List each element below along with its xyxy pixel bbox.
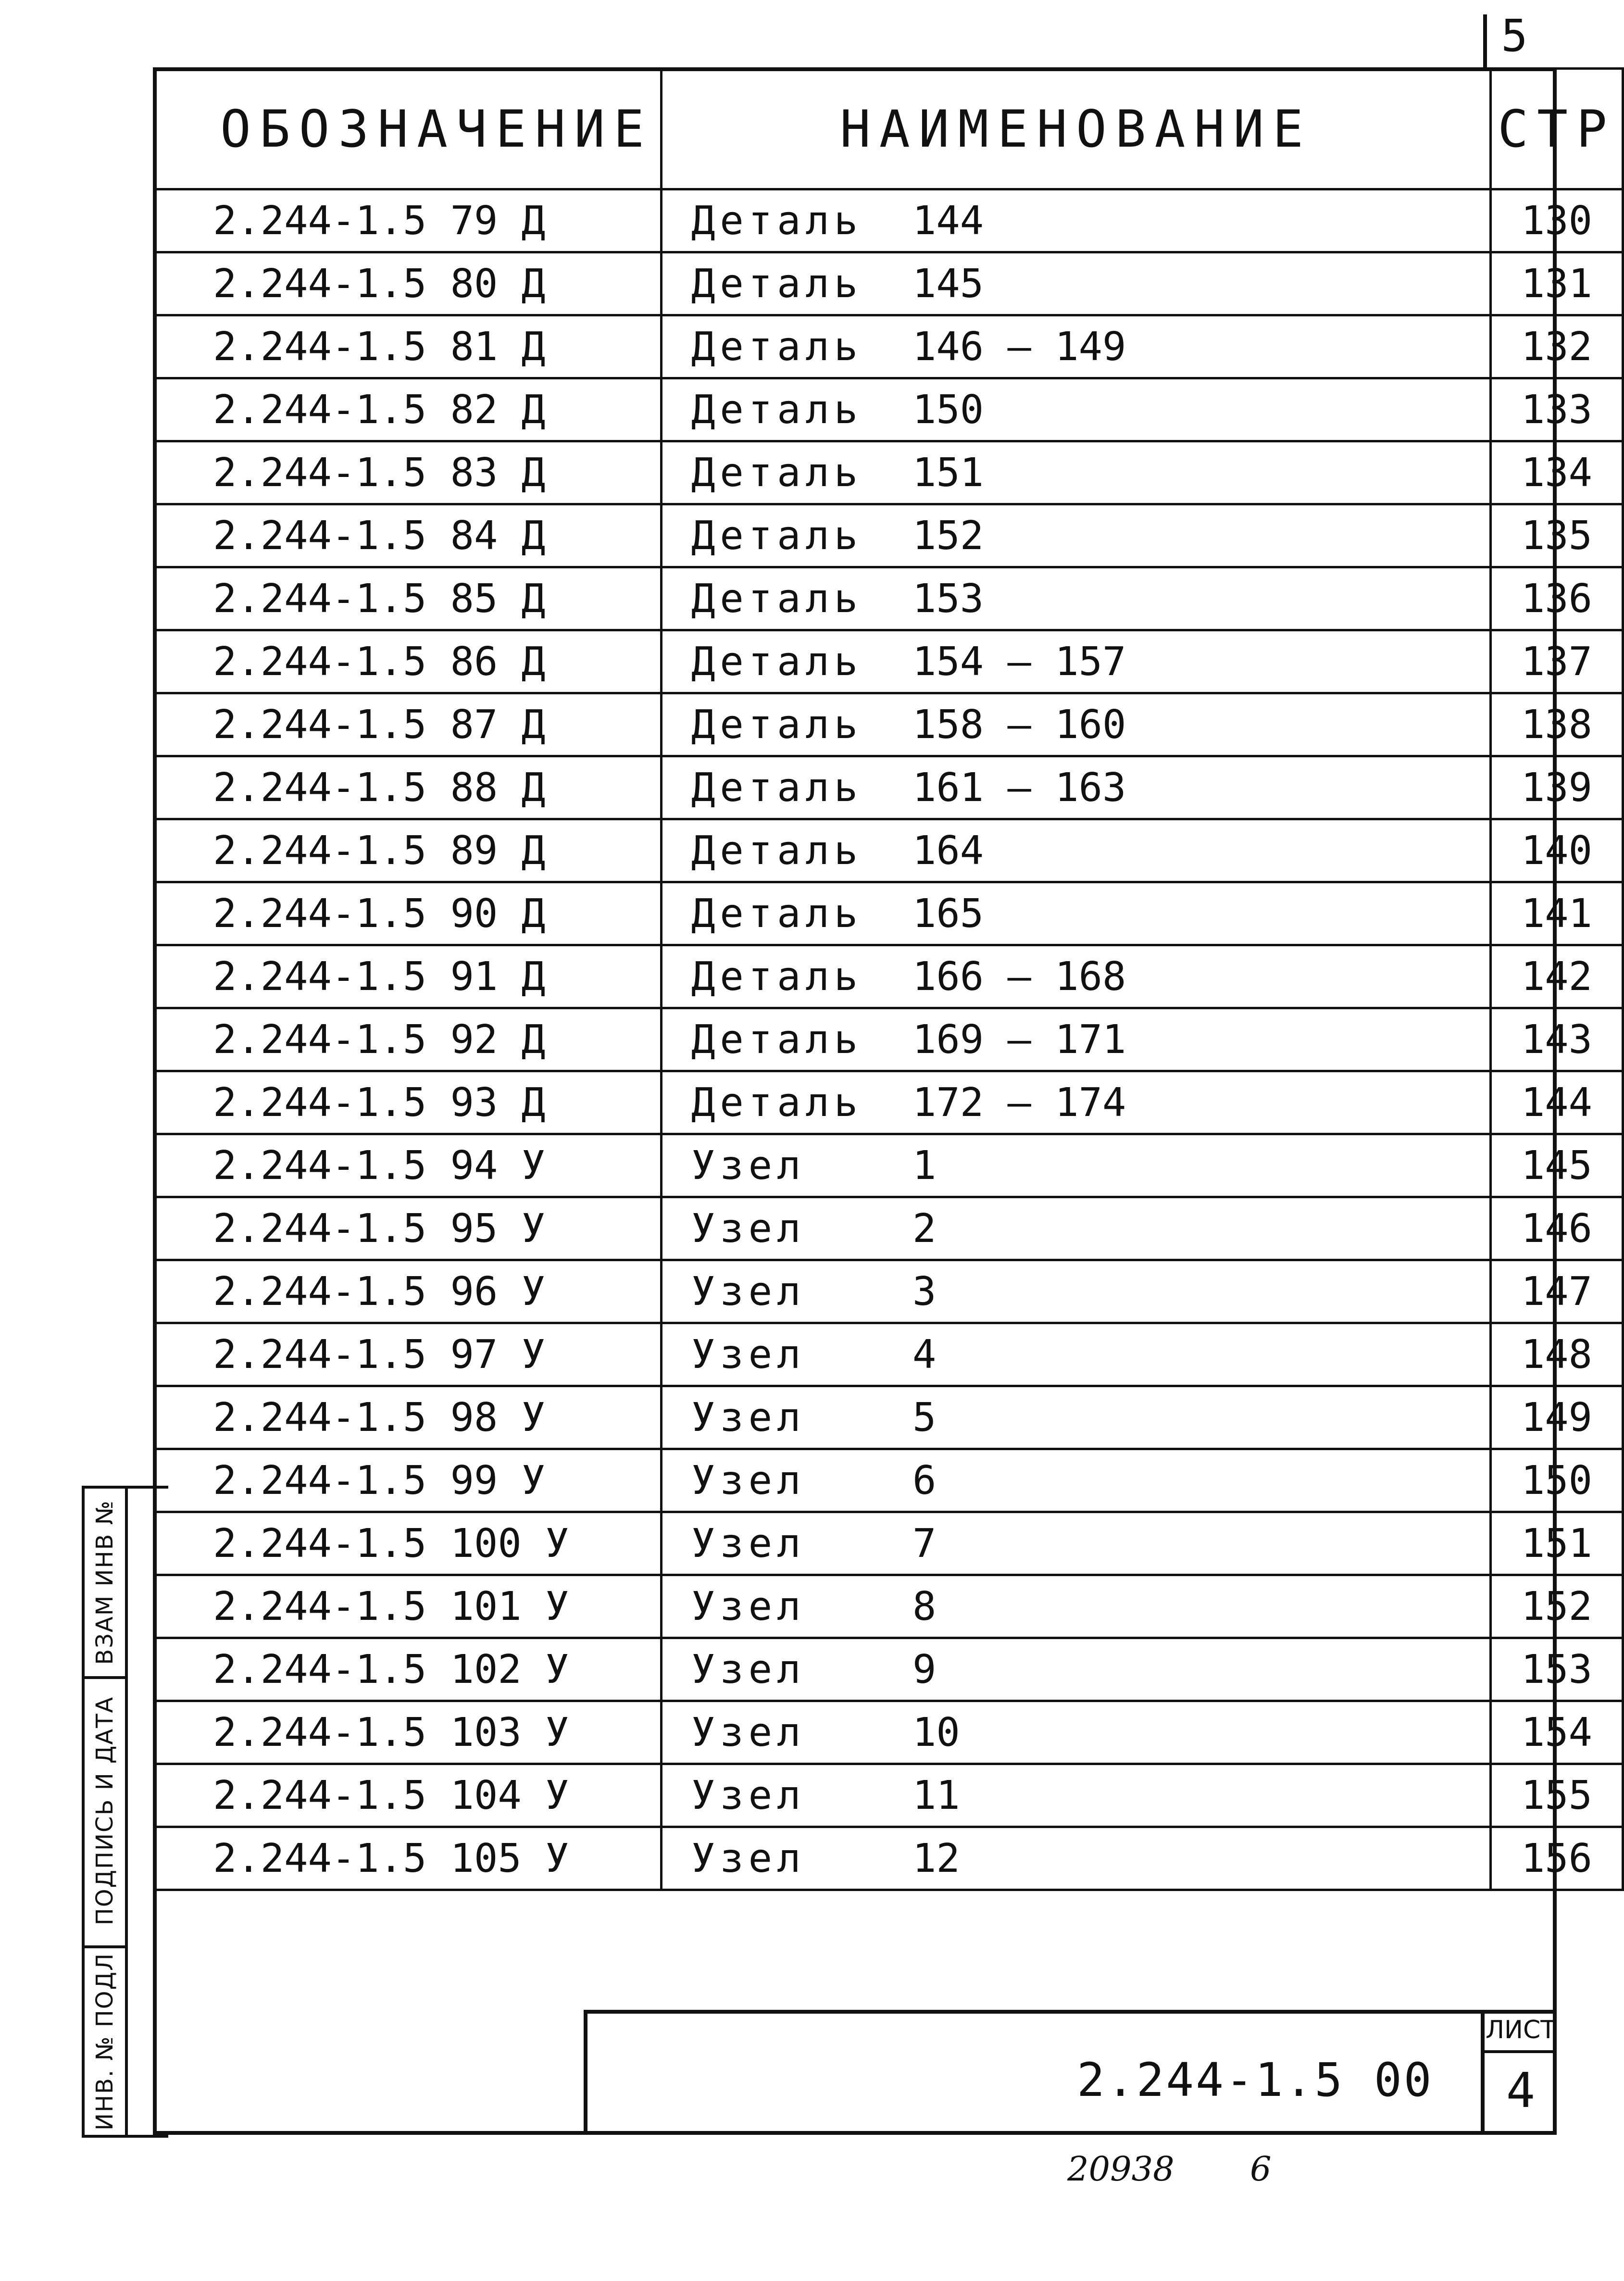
cell-page: 136 bbox=[1491, 567, 1623, 630]
item-kind: Деталь bbox=[691, 576, 863, 622]
stamp-label-signature-date: ПОДПИСЬ И ДАТА bbox=[91, 1696, 118, 1926]
cell-page: 132 bbox=[1491, 315, 1623, 378]
cell-name bbox=[662, 819, 1491, 882]
cell-name bbox=[662, 504, 1491, 567]
cell-designation: 2.244-1.5 97 У bbox=[154, 1323, 662, 1386]
table-row bbox=[154, 756, 1623, 819]
item-kind: Узел bbox=[691, 1772, 806, 1818]
table-row bbox=[154, 1008, 1623, 1071]
item-kind: Деталь bbox=[691, 450, 863, 496]
cell-page: 155 bbox=[1491, 1764, 1623, 1827]
item-kind: Деталь bbox=[691, 1016, 863, 1063]
item-number: 5 bbox=[912, 1394, 937, 1441]
cell-designation: 2.244-1.5 105 У bbox=[154, 1827, 662, 1890]
header-designation: ОБОЗНАЧЕНИЕ bbox=[154, 69, 662, 189]
cell-designation: 2.244-1.5 86 Д bbox=[154, 630, 662, 693]
table-row bbox=[154, 504, 1623, 567]
cell-page: 156 bbox=[1491, 1827, 1623, 1890]
table-row bbox=[154, 630, 1623, 693]
cell-page: 135 bbox=[1491, 504, 1623, 567]
cell-designation: 2.244-1.5 84 Д bbox=[154, 504, 662, 567]
cell-name bbox=[662, 378, 1491, 441]
cell-name bbox=[662, 1386, 1491, 1449]
cell-designation: 2.244-1.5 89 Д bbox=[154, 819, 662, 882]
item-kind: Деталь bbox=[691, 513, 863, 559]
cell-designation: 2.244-1.5 83 Д bbox=[154, 441, 662, 504]
item-number: 164 bbox=[912, 827, 984, 874]
cell-page: 152 bbox=[1491, 1575, 1623, 1638]
item-kind: Узел bbox=[691, 1583, 806, 1629]
cell-page: 139 bbox=[1491, 756, 1623, 819]
stamp-label-original-inv: ИНВ. № ПОДЛ bbox=[91, 1952, 118, 2131]
specification-table bbox=[153, 67, 1624, 1891]
cell-page: 130 bbox=[1491, 189, 1623, 252]
table-row bbox=[154, 1386, 1623, 1449]
table-row bbox=[154, 1701, 1623, 1764]
cell-name bbox=[662, 567, 1491, 630]
table-row bbox=[154, 567, 1623, 630]
sheet-corner-number: 5 bbox=[1501, 10, 1528, 62]
cell-name bbox=[662, 630, 1491, 693]
document-code: 2.244-1.5 00 bbox=[1077, 2053, 1434, 2107]
table-row bbox=[154, 882, 1623, 945]
item-number: 6 bbox=[912, 1457, 937, 1504]
table-header-row bbox=[154, 69, 1623, 189]
side-stamp-divider bbox=[125, 1489, 128, 2135]
item-number: 4 bbox=[912, 1331, 937, 1378]
item-kind: Деталь bbox=[691, 198, 863, 244]
cell-designation: 2.244-1.5 101 У bbox=[154, 1575, 662, 1638]
table-row bbox=[154, 1449, 1623, 1512]
item-kind: Узел bbox=[691, 1331, 806, 1378]
cell-designation: 2.244-1.5 103 У bbox=[154, 1701, 662, 1764]
table-row bbox=[154, 1827, 1623, 1890]
item-number: 11 bbox=[912, 1772, 960, 1818]
table-row bbox=[154, 315, 1623, 378]
item-kind: Деталь bbox=[691, 324, 863, 370]
cell-page: 149 bbox=[1491, 1386, 1623, 1449]
cell-designation: 2.244-1.5 98 У bbox=[154, 1386, 662, 1449]
item-number: 10 bbox=[912, 1709, 960, 1755]
item-number: 154 – 157 bbox=[912, 639, 1126, 685]
table-body bbox=[154, 189, 1623, 1890]
item-number: 3 bbox=[912, 1268, 937, 1315]
item-number: 12 bbox=[912, 1835, 960, 1881]
cell-page: 146 bbox=[1491, 1197, 1623, 1260]
item-number: 165 bbox=[912, 890, 984, 937]
item-kind: Узел bbox=[691, 1394, 806, 1441]
cell-name bbox=[662, 756, 1491, 819]
cell-name bbox=[662, 1701, 1491, 1764]
cell-page: 153 bbox=[1491, 1638, 1623, 1701]
item-kind: Деталь bbox=[691, 1079, 863, 1126]
cell-designation: 2.244-1.5 94 У bbox=[154, 1134, 662, 1197]
table-row bbox=[154, 252, 1623, 315]
item-kind: Узел bbox=[691, 1709, 806, 1755]
title-block-sheet-cell bbox=[1481, 2010, 1557, 2135]
item-number: 2 bbox=[912, 1205, 937, 1252]
cell-designation: 2.244-1.5 81 Д bbox=[154, 315, 662, 378]
item-number: 169 – 171 bbox=[912, 1016, 1126, 1063]
item-number: 146 – 149 bbox=[912, 324, 1126, 370]
item-number: 166 – 168 bbox=[912, 953, 1126, 1000]
cell-page: 144 bbox=[1491, 1071, 1623, 1134]
cell-name bbox=[662, 1323, 1491, 1386]
item-number: 172 – 174 bbox=[912, 1079, 1126, 1126]
cell-designation: 2.244-1.5 95 У bbox=[154, 1197, 662, 1260]
cell-designation: 2.244-1.5 100 У bbox=[154, 1512, 662, 1575]
table-row bbox=[154, 441, 1623, 504]
table-row bbox=[154, 945, 1623, 1008]
cell-designation: 2.244-1.5 92 Д bbox=[154, 1008, 662, 1071]
cell-designation: 2.244-1.5 104 У bbox=[154, 1764, 662, 1827]
item-kind: Деталь bbox=[691, 765, 863, 811]
item-number: 151 bbox=[912, 450, 984, 496]
table-row bbox=[154, 1512, 1623, 1575]
cell-page: 141 bbox=[1491, 882, 1623, 945]
item-kind: Узел bbox=[691, 1520, 806, 1567]
cell-designation: 2.244-1.5 96 У bbox=[154, 1260, 662, 1323]
stamp-label-replacement-inv: ВЗАМ ИНВ № bbox=[91, 1500, 118, 1665]
cell-page: 137 bbox=[1491, 630, 1623, 693]
cell-designation: 2.244-1.5 88 Д bbox=[154, 756, 662, 819]
table-row bbox=[154, 819, 1623, 882]
cell-designation: 2.244-1.5 91 Д bbox=[154, 945, 662, 1008]
cell-name bbox=[662, 882, 1491, 945]
item-number: 9 bbox=[912, 1646, 937, 1692]
cell-name bbox=[662, 1134, 1491, 1197]
table-row bbox=[154, 1071, 1623, 1134]
table-row bbox=[154, 693, 1623, 756]
item-number: 144 bbox=[912, 198, 984, 244]
item-kind: Деталь bbox=[691, 702, 863, 748]
item-kind: Деталь bbox=[691, 387, 863, 433]
archive-number: 20938 bbox=[1067, 2149, 1174, 2189]
item-number: 153 bbox=[912, 576, 984, 622]
cell-designation: 2.244-1.5 93 Д bbox=[154, 1071, 662, 1134]
copy-number: 6 bbox=[1250, 2149, 1272, 2189]
table-row bbox=[154, 1323, 1623, 1386]
table-row bbox=[154, 1260, 1623, 1323]
cell-page: 147 bbox=[1491, 1260, 1623, 1323]
cell-name bbox=[662, 1008, 1491, 1071]
cell-name bbox=[662, 1512, 1491, 1575]
item-number: 152 bbox=[912, 513, 984, 559]
item-kind: Узел bbox=[691, 1457, 806, 1504]
item-kind: Деталь bbox=[691, 261, 863, 307]
cell-designation: 2.244-1.5 80 Д bbox=[154, 252, 662, 315]
cell-page: 140 bbox=[1491, 819, 1623, 882]
item-kind: Деталь bbox=[691, 890, 863, 937]
cell-page: 150 bbox=[1491, 1449, 1623, 1512]
cell-page: 154 bbox=[1491, 1701, 1623, 1764]
table-row bbox=[154, 378, 1623, 441]
cell-designation: 2.244-1.5 79 Д bbox=[154, 189, 662, 252]
item-kind: Деталь bbox=[691, 827, 863, 874]
item-kind: Узел bbox=[691, 1835, 806, 1881]
item-number: 7 bbox=[912, 1520, 937, 1567]
cell-name bbox=[662, 252, 1491, 315]
cell-name bbox=[662, 1575, 1491, 1638]
stamp-cell-signature-date bbox=[85, 1676, 125, 1948]
item-kind: Деталь bbox=[691, 639, 863, 685]
cell-page: 145 bbox=[1491, 1134, 1623, 1197]
cell-name bbox=[662, 1260, 1491, 1323]
cell-designation: 2.244-1.5 99 У bbox=[154, 1449, 662, 1512]
table-row bbox=[154, 1134, 1623, 1197]
table-row bbox=[154, 1638, 1623, 1701]
item-number: 8 bbox=[912, 1583, 937, 1629]
item-kind: Деталь bbox=[691, 953, 863, 1000]
item-kind: Узел bbox=[691, 1268, 806, 1315]
header-page: СТР bbox=[1491, 69, 1623, 189]
table-row bbox=[154, 1575, 1623, 1638]
cell-name bbox=[662, 315, 1491, 378]
table-row bbox=[154, 1764, 1623, 1827]
header-name: НАИМЕНОВАНИЕ bbox=[662, 69, 1491, 189]
cell-name bbox=[662, 1638, 1491, 1701]
cell-page: 131 bbox=[1491, 252, 1623, 315]
cell-name bbox=[662, 693, 1491, 756]
cell-designation: 2.244-1.5 90 Д bbox=[154, 882, 662, 945]
cell-page: 138 bbox=[1491, 693, 1623, 756]
cell-page: 151 bbox=[1491, 1512, 1623, 1575]
sheet-label: ЛИСТ bbox=[1485, 2010, 1557, 2053]
cell-designation: 2.244-1.5 82 Д bbox=[154, 378, 662, 441]
item-number: 150 bbox=[912, 387, 984, 433]
cell-designation: 2.244-1.5 87 Д bbox=[154, 693, 662, 756]
item-number: 161 – 163 bbox=[912, 765, 1126, 811]
cell-page: 134 bbox=[1491, 441, 1623, 504]
cell-page: 142 bbox=[1491, 945, 1623, 1008]
stamp-cell-replacement-inv bbox=[85, 1489, 125, 1679]
cell-name bbox=[662, 1197, 1491, 1260]
table-row bbox=[154, 189, 1623, 252]
cell-designation: 2.244-1.5 102 У bbox=[154, 1638, 662, 1701]
cell-name bbox=[662, 1764, 1491, 1827]
cell-page: 133 bbox=[1491, 378, 1623, 441]
cell-page: 143 bbox=[1491, 1008, 1623, 1071]
item-number: 145 bbox=[912, 261, 984, 307]
cell-name bbox=[662, 189, 1491, 252]
table-row bbox=[154, 1197, 1623, 1260]
cell-page: 148 bbox=[1491, 1323, 1623, 1386]
item-kind: Узел bbox=[691, 1646, 806, 1692]
item-number: 1 bbox=[912, 1142, 937, 1189]
stamp-cell-original-inv bbox=[85, 1945, 125, 2138]
item-kind: Узел bbox=[691, 1205, 806, 1252]
item-number: 158 – 160 bbox=[912, 702, 1126, 748]
cell-name bbox=[662, 1827, 1491, 1890]
cell-designation: 2.244-1.5 85 Д bbox=[154, 567, 662, 630]
cell-name bbox=[662, 1449, 1491, 1512]
cell-name bbox=[662, 945, 1491, 1008]
cell-name bbox=[662, 1071, 1491, 1134]
item-kind: Узел bbox=[691, 1142, 806, 1189]
side-stamp bbox=[82, 1486, 168, 2138]
sheet-number: 4 bbox=[1506, 2062, 1536, 2118]
cell-name bbox=[662, 441, 1491, 504]
